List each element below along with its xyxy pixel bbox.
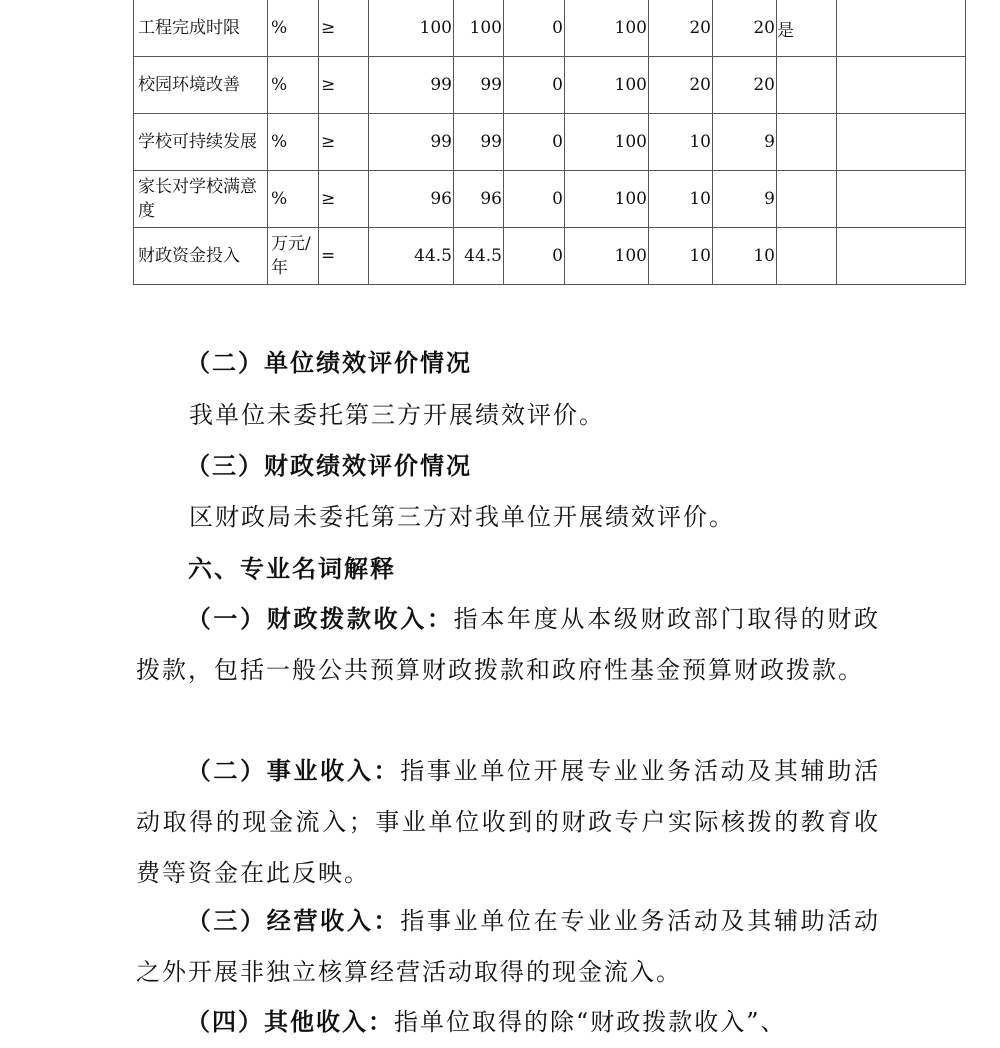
table-row [134, 228, 966, 285]
table-cell [777, 114, 837, 171]
table-cell: ≥ [319, 171, 369, 228]
term-text: 指事业单位开展专业业务活动及其辅助活动取得的现金流入；事业单位收到的财政专户实际核拨的教育收费等资金在此反映。 [136, 757, 881, 887]
term-other-income [136, 996, 880, 1048]
table-cell: 100 [565, 171, 649, 228]
table-cell [777, 57, 837, 114]
term-business-income [136, 745, 880, 899]
table-cell: 10 [649, 114, 713, 171]
table-row [134, 0, 966, 57]
table-row [134, 114, 966, 171]
table-cell: 20 [649, 0, 713, 57]
table-cell: 0 [504, 57, 565, 114]
table-cell: 工程完成时限 [134, 0, 268, 57]
table-cell: = [319, 228, 369, 285]
section-heading-finance-evaluation: （三）财政绩效评价情况 [186, 451, 472, 480]
table-cell: 20 [713, 0, 777, 57]
table-cell [837, 0, 966, 57]
term-separator: ： [373, 756, 401, 785]
table-cell: 万元/年 [268, 228, 319, 285]
table-cell [837, 114, 966, 171]
table-cell [837, 228, 966, 285]
table-cell: ≥ [319, 0, 369, 57]
term-fiscal-appropriation [136, 593, 880, 696]
table-cell: 44.5 [454, 228, 504, 285]
table-cell: % [268, 171, 319, 228]
term-text: 指事业单位在专业业务活动及其辅助活动之外开展非独立核算经营活动取得的现金流入。 [136, 907, 881, 986]
table-cell: ≥ [319, 57, 369, 114]
performance-indicator-table [133, 0, 966, 285]
table-cell: 99 [369, 114, 454, 171]
table-cell: 0 [504, 228, 565, 285]
table-cell: 100 [565, 228, 649, 285]
table-cell: 0 [504, 171, 565, 228]
term-separator: ： [368, 1007, 394, 1036]
table-cell: 99 [454, 57, 504, 114]
table-cell: % [268, 57, 319, 114]
table-cell: 校园环境改善 [134, 57, 268, 114]
term-separator: ： [426, 604, 454, 633]
table-cell [837, 171, 966, 228]
table-cell [837, 57, 966, 114]
table-cell [777, 171, 837, 228]
table-row [134, 57, 966, 114]
term-label: （一）财政拨款收入 [186, 604, 427, 633]
term-label: （四）其他收入 [186, 1007, 368, 1036]
table-cell: 100 [565, 57, 649, 114]
section-heading-terminology: 六、专业名词解释 [188, 554, 396, 583]
section-heading-unit-evaluation: （二）单位绩效评价情况 [186, 348, 472, 377]
table-cell: 96 [454, 171, 504, 228]
table-cell: 0 [504, 114, 565, 171]
table-cell: 学校可持续发展 [134, 114, 268, 171]
term-label: （二）事业收入 [186, 756, 374, 785]
table-cell: 100 [454, 0, 504, 57]
table-cell: 96 [369, 171, 454, 228]
table-cell: 9 [713, 114, 777, 171]
table-cell: 100 [369, 0, 454, 57]
table-cell: 9 [713, 171, 777, 228]
table-cell: % [268, 0, 319, 57]
table-cell [777, 228, 837, 285]
table-cell: 家长对学校满意度 [134, 171, 268, 228]
term-text: 指单位取得的除“财政拨款收入”、 [394, 1008, 787, 1036]
section-body-unit-evaluation: 我单位未委托第三方开展绩效评价。 [189, 401, 605, 429]
table-cell: 99 [369, 57, 454, 114]
table-cell: 10 [649, 228, 713, 285]
table-cell: 财政资金投入 [134, 228, 268, 285]
term-text: 指本年度从本级财政部门取得的财政拨款，包括一般公共预算财政拨款和政府性基金预算财政拨款。 [136, 605, 881, 684]
term-operating-income [136, 895, 880, 998]
table-cell: 100 [565, 114, 649, 171]
term-label: （三）经营收入 [186, 906, 374, 935]
table-cell: 100 [565, 0, 649, 57]
table-cell: 是 [777, 0, 837, 57]
table-cell: 0 [504, 0, 565, 57]
table-cell: 99 [454, 114, 504, 171]
table-cell: 44.5 [369, 228, 454, 285]
section-body-finance-evaluation: 区财政局未委托第三方对我单位开展绩效评价。 [189, 503, 735, 531]
table-cell: 10 [713, 228, 777, 285]
table-cell: % [268, 114, 319, 171]
table-row [134, 171, 966, 228]
table-cell: 20 [649, 57, 713, 114]
table-cell: 10 [649, 171, 713, 228]
table-cell: ≥ [319, 114, 369, 171]
table-cell: 20 [713, 57, 777, 114]
term-separator: ： [373, 906, 401, 935]
